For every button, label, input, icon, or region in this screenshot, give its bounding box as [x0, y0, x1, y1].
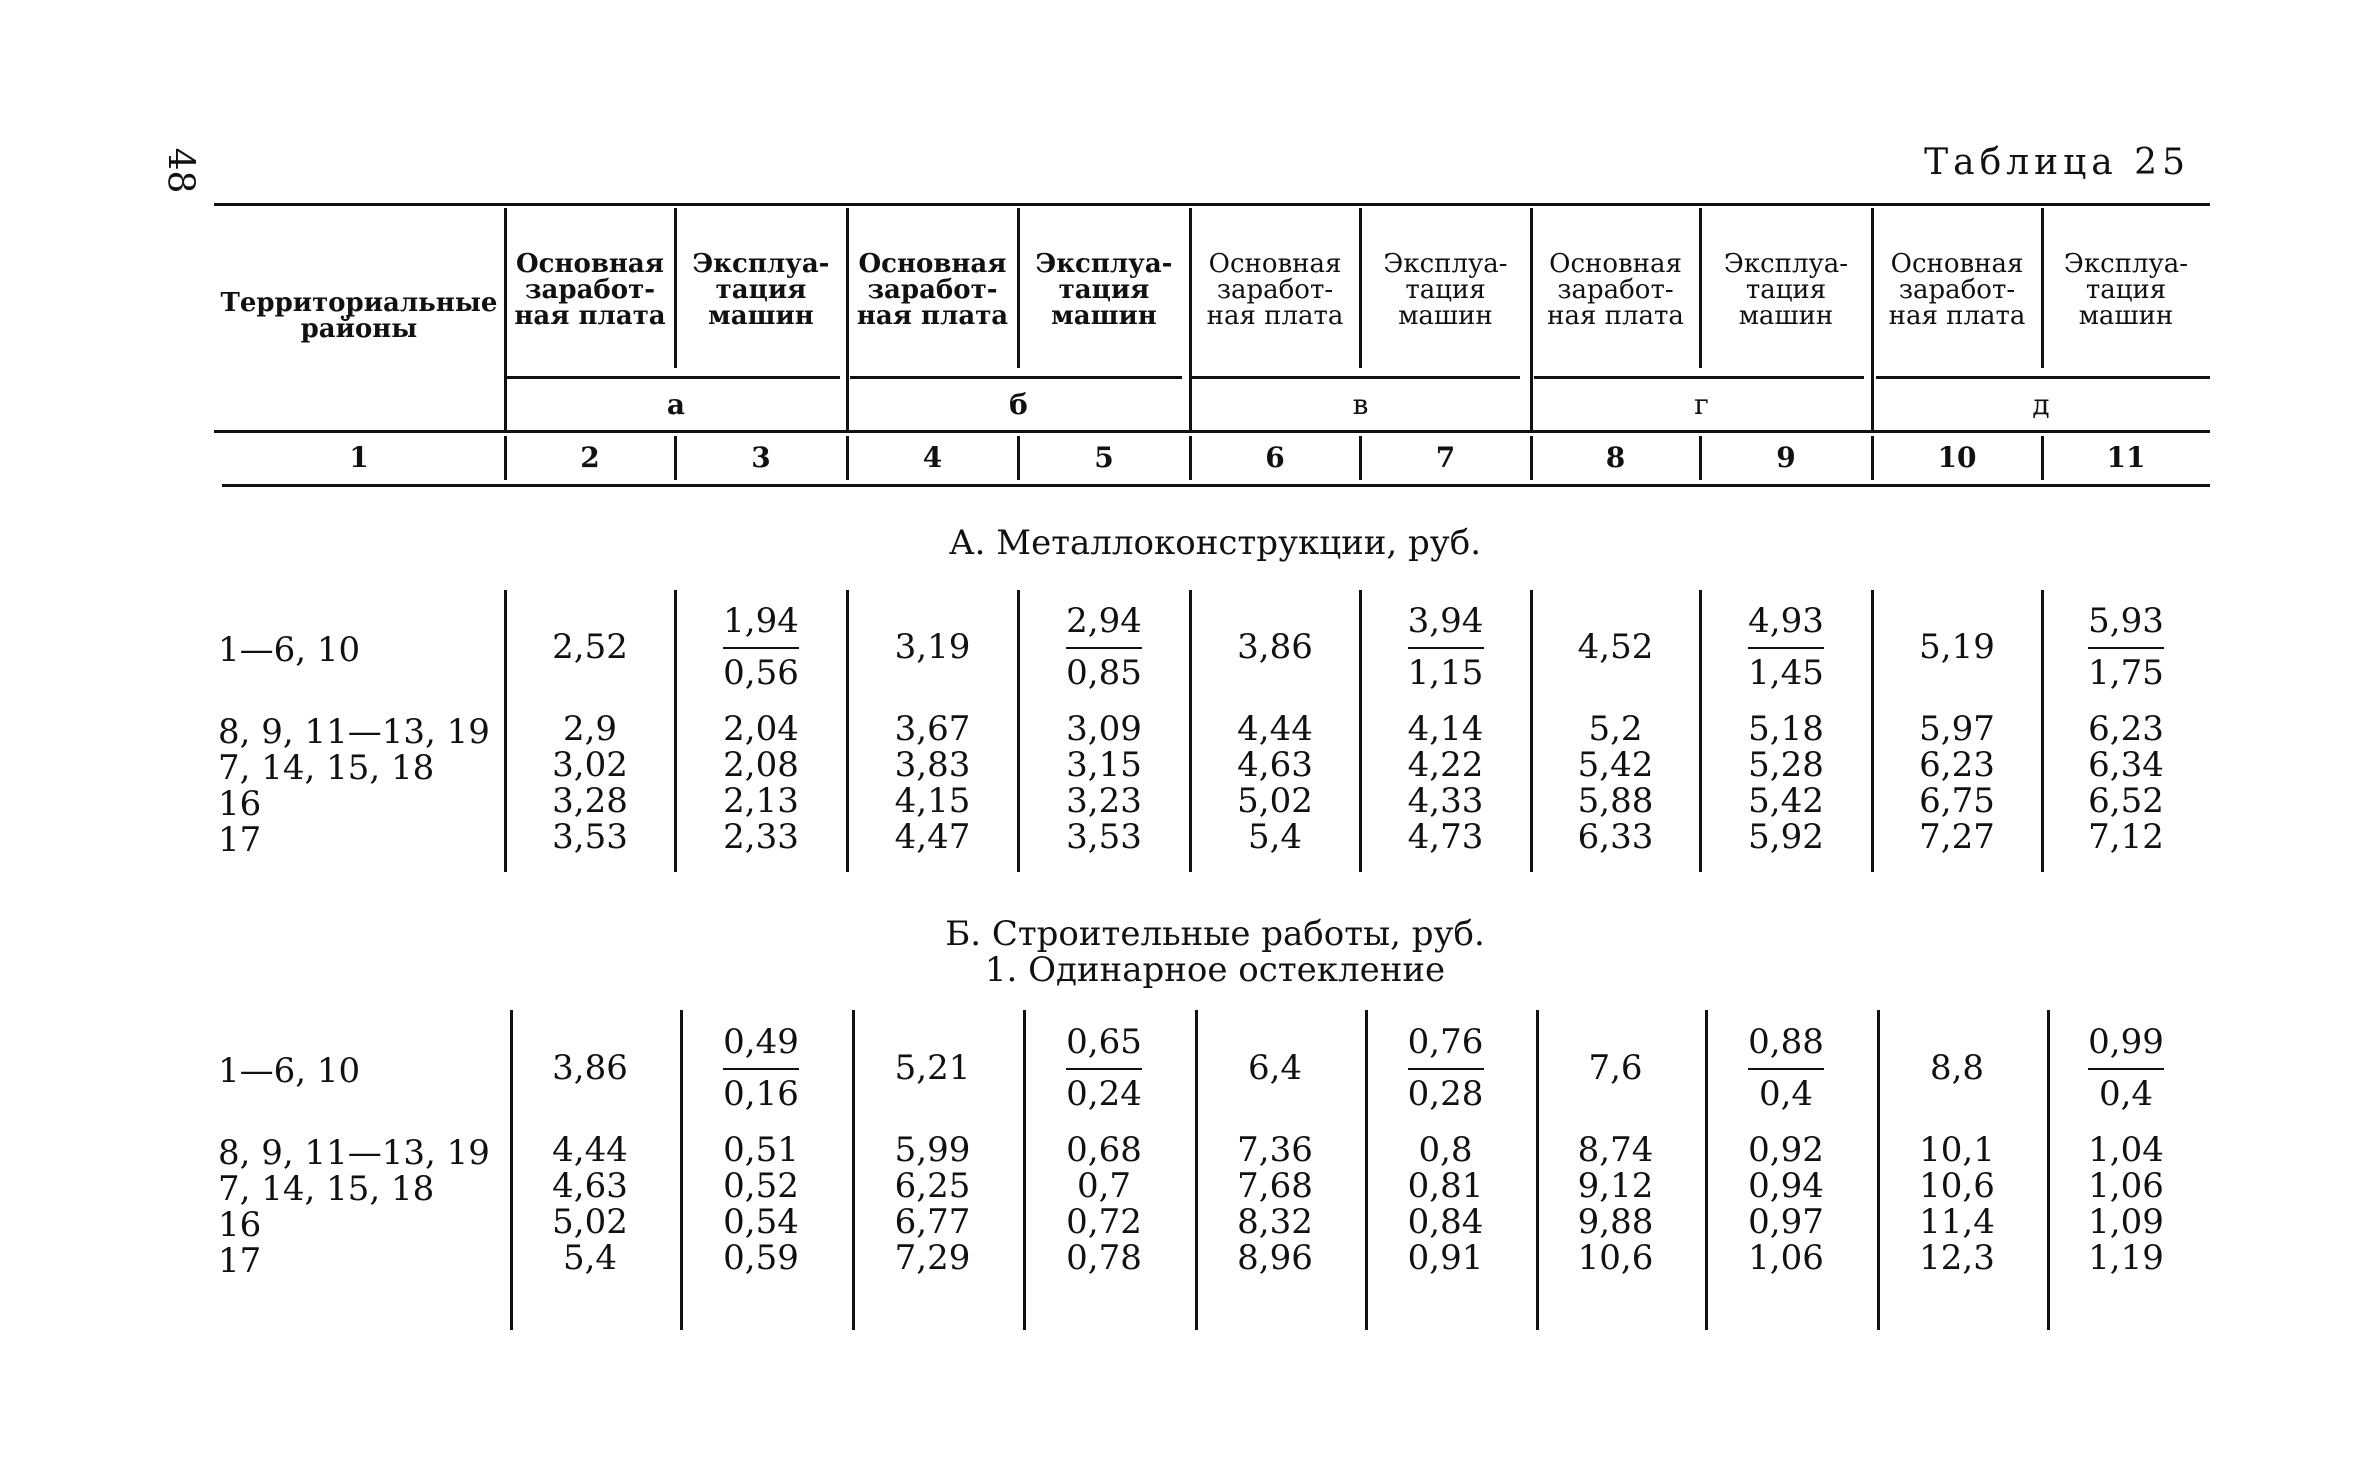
fraction-bar [2088, 1068, 2164, 1070]
table-cell: 9,12 [1577, 1166, 1654, 1206]
fraction-denominator: 0,85 [1066, 653, 1142, 693]
table-cell: 3,09 [1066, 709, 1142, 749]
column-number-5: 5 [1094, 441, 1114, 474]
header-column-label: Основная заработ- ная плата [1888, 249, 2026, 331]
header-column-label: Эксплуа- тация машин [2063, 249, 2189, 331]
table-cell: 0,68 [1066, 1130, 1142, 1170]
table-cell: 1,09 [2088, 1202, 2164, 1242]
row-label: 1—6, 10 [218, 630, 361, 670]
table-cell: 2,13 [723, 781, 799, 821]
column-number-4: 4 [922, 441, 943, 474]
section-subtitle: 1. Одинарное остекление [984, 950, 1446, 990]
fraction-denominator: 0,56 [723, 653, 799, 693]
group-rule [850, 376, 1182, 379]
header-territorial-districts: Территориальные районы [220, 288, 498, 344]
table-cell: 0,59 [723, 1238, 799, 1278]
row-label: 8, 9, 11—13, 19 [218, 1133, 490, 1173]
fraction-denominator: 1,45 [1748, 653, 1824, 693]
fraction-numerator: 5,93 [2088, 601, 2164, 641]
table-cell: 8,32 [1237, 1202, 1313, 1242]
group-label-в: в [1352, 388, 1369, 421]
table-cell: 0,81 [1407, 1166, 1484, 1206]
fraction-denominator: 0,4 [2098, 1074, 2154, 1114]
fraction-denominator: 1,15 [1407, 653, 1484, 693]
table-cell: 3,53 [552, 817, 628, 857]
fraction-denominator: 0,24 [1066, 1074, 1142, 1114]
page-number: 48 [159, 147, 201, 194]
header-column-6 [1190, 215, 1360, 365]
group-rule [506, 376, 840, 379]
table-cell: 12,3 [1919, 1238, 1995, 1278]
table-cell: 7,6 [1588, 1048, 1643, 1088]
table-cell: 5,99 [894, 1130, 971, 1170]
column-number-9: 9 [1776, 441, 1796, 474]
table-cell: 9,88 [1577, 1202, 1654, 1242]
header-column-label: Основная заработ- ная плата [1206, 249, 1344, 331]
table-cell: 0,54 [723, 1202, 799, 1242]
header-column-label: Основная заработ- ная плата [856, 249, 1009, 331]
column-rule [504, 590, 507, 872]
table-cell: 5,97 [1919, 709, 1995, 749]
table-cell: 3,28 [552, 781, 628, 821]
fraction-bar [1748, 647, 1824, 649]
row-label: 1—6, 10 [218, 1051, 361, 1091]
table-cell: 11,4 [1919, 1202, 1995, 1242]
table-cell: 2,08 [723, 745, 799, 785]
column-rule [1699, 590, 1702, 872]
column-rule [1359, 590, 1362, 872]
header-column-8 [1531, 215, 1700, 365]
table-cell: 4,63 [1237, 745, 1313, 785]
header-bottom-rule [222, 484, 2210, 487]
fraction-numerator: 0,65 [1066, 1022, 1142, 1062]
table-cell: 4,52 [1577, 627, 1654, 667]
header-column-label: Основная заработ- ная плата [1547, 249, 1684, 331]
table-cell: 3,23 [1066, 781, 1142, 821]
row-label: 17 [218, 1241, 262, 1281]
table-cell: 2,04 [723, 709, 799, 749]
table-cell: 1,04 [2088, 1130, 2164, 1170]
fraction-bar [1748, 1068, 1824, 1070]
column-rule [2041, 590, 2044, 872]
group-label-а: а [666, 388, 686, 421]
header-column-label: Эксплуа- тация машин [1383, 249, 1508, 331]
group-rule [1534, 376, 1864, 379]
table-cell: 3,02 [552, 745, 628, 785]
fraction-numerator: 0,99 [2088, 1022, 2164, 1062]
table-cell: 4,44 [1237, 709, 1313, 749]
table-cell: 0,94 [1748, 1166, 1824, 1206]
table-cell: 5,21 [894, 1048, 971, 1088]
column-rule [1530, 590, 1533, 872]
header-divider [1017, 208, 1020, 368]
header-column-3 [675, 215, 847, 365]
header-column-5 [1018, 215, 1190, 365]
group-rule [1192, 376, 1520, 379]
column-number-11: 11 [2106, 441, 2146, 474]
column-number-6: 6 [1265, 441, 1285, 474]
header-column-11 [2042, 215, 2210, 365]
fraction-numerator: 4,93 [1748, 601, 1824, 641]
table-cell: 10,6 [1919, 1166, 1995, 1206]
header-column-label: Эксплуа- тация машин [1723, 249, 1849, 331]
fraction-denominator: 0,4 [1758, 1074, 1814, 1114]
section-title: Б. Строительные работы, руб. [945, 914, 1485, 954]
column-number-1: 1 [349, 441, 369, 474]
table-cell: 6,34 [2088, 745, 2164, 785]
header-number-top-rule [214, 430, 2210, 433]
table-cell: 2,52 [552, 627, 628, 667]
table-cell: 6,77 [894, 1202, 971, 1242]
fraction-numerator: 0,76 [1407, 1022, 1484, 1062]
fraction-numerator: 2,94 [1066, 601, 1142, 641]
table-cell: 0,91 [1407, 1238, 1484, 1278]
table-cell: 0,7 [1076, 1166, 1132, 1206]
table-cell: 6,75 [1919, 781, 1995, 821]
header-divider [2041, 208, 2044, 368]
row-label: 7, 14, 15, 18 [218, 1169, 435, 1209]
table-cell: 3,86 [552, 1048, 628, 1088]
table-cell: 5,2 [1588, 709, 1643, 749]
table-cell: 3,86 [1237, 627, 1313, 667]
table-cell: 2,33 [723, 817, 799, 857]
column-rule [846, 590, 849, 872]
table-cell: 5,4 [562, 1238, 618, 1278]
table-cell: 4,73 [1407, 817, 1484, 857]
table-title: Таблица 25 [1924, 142, 2190, 183]
fraction-bar [723, 1068, 799, 1070]
header-column-2 [505, 215, 675, 365]
table-cell: 3,15 [1066, 745, 1142, 785]
fraction-numerator: 3,94 [1407, 601, 1484, 641]
fraction-bar [1408, 647, 1484, 649]
fraction-bar [2088, 647, 2164, 649]
column-number-8: 8 [1605, 441, 1626, 474]
fraction-numerator: 1,94 [723, 601, 799, 641]
header-column-label: Эксплуа- тация машин [692, 249, 830, 331]
table-cell: 4,63 [552, 1166, 628, 1206]
table-cell: 0,97 [1748, 1202, 1824, 1242]
table-cell: 5,28 [1748, 745, 1824, 785]
column-number-3: 3 [751, 441, 771, 474]
header-top-rule [214, 203, 2210, 206]
header-divider [1699, 208, 1702, 368]
table-cell: 5,18 [1748, 709, 1824, 749]
section-title: А. Металлоконструкции, руб. [948, 523, 1482, 563]
table-cell: 0,8 [1418, 1130, 1473, 1170]
table-cell: 4,33 [1407, 781, 1484, 821]
table-cell: 8,96 [1237, 1238, 1313, 1278]
group-label-г: г [1694, 388, 1709, 421]
table-cell: 5,4 [1247, 817, 1303, 857]
table-cell: 0,52 [723, 1166, 799, 1206]
fraction-denominator: 0,28 [1407, 1074, 1484, 1114]
table-cell: 6,25 [894, 1166, 971, 1206]
table-cell: 4,22 [1407, 745, 1484, 785]
table-cell: 6,23 [2088, 709, 2164, 749]
header-column-label: Основная заработ- ная плата [514, 249, 666, 331]
group-label-д: д [2032, 388, 2050, 421]
column-rule [674, 590, 677, 872]
column-rule [1017, 590, 1020, 872]
row-label: 16 [218, 784, 262, 824]
table-cell: 5,42 [1577, 745, 1654, 785]
table-cell: 0,51 [723, 1130, 799, 1170]
header-column-label: Эксплуа- тация машин [1035, 249, 1173, 331]
table-cell: 10,6 [1577, 1238, 1654, 1278]
table-cell: 7,68 [1237, 1166, 1313, 1206]
fraction-bar [1408, 1068, 1484, 1070]
table-cell: 5,02 [552, 1202, 628, 1242]
group-label-б: б [1009, 388, 1028, 421]
column-number-7: 7 [1435, 441, 1456, 474]
fraction-bar [1066, 1068, 1142, 1070]
fraction-numerator: 0,88 [1748, 1022, 1824, 1062]
table-cell: 0,72 [1066, 1202, 1142, 1242]
table-cell: 5,92 [1748, 817, 1824, 857]
table-cell: 3,83 [894, 745, 971, 785]
table-cell: 6,33 [1577, 817, 1654, 857]
fraction-denominator: 1,75 [2088, 653, 2164, 693]
table-cell: 8,8 [1929, 1048, 1985, 1088]
table-cell: 0,84 [1407, 1202, 1484, 1242]
row-label: 7, 14, 15, 18 [218, 748, 435, 788]
table-cell: 3,67 [894, 709, 971, 749]
table-cell: 4,47 [894, 817, 971, 857]
column-rule [1189, 590, 1192, 872]
table-cell: 2,9 [562, 709, 618, 749]
table-cell: 6,52 [2088, 781, 2164, 821]
table-cell: 4,15 [894, 781, 971, 821]
header-divider [674, 208, 677, 368]
table-cell: 6,23 [1919, 745, 1995, 785]
column-rule [1871, 590, 1874, 872]
table-cell: 5,19 [1919, 627, 1995, 667]
table-cell: 1,06 [1748, 1238, 1824, 1278]
header-divider [1359, 208, 1362, 368]
header-column-4 [847, 215, 1018, 365]
table-cell: 5,42 [1748, 781, 1824, 821]
table-cell: 4,14 [1407, 709, 1484, 749]
table-cell: 7,27 [1919, 817, 1995, 857]
row-label: 16 [218, 1205, 262, 1245]
table-cell: 4,44 [552, 1130, 628, 1170]
header-column-9 [1700, 215, 1872, 365]
table-cell: 1,06 [2088, 1166, 2164, 1206]
header-column-7 [1360, 215, 1531, 365]
table-cell: 3,19 [894, 627, 971, 667]
header-column-10 [1872, 215, 2042, 365]
table-cell: 0,78 [1066, 1238, 1142, 1278]
table-cell: 7,12 [2088, 817, 2164, 857]
table-cell: 1,19 [2088, 1238, 2164, 1278]
row-label: 8, 9, 11—13, 19 [218, 712, 490, 752]
fraction-bar [723, 647, 799, 649]
column-number-2: 2 [580, 441, 600, 474]
fraction-numerator: 0,49 [723, 1022, 799, 1062]
table-cell: 5,02 [1237, 781, 1313, 821]
fraction-denominator: 0,16 [723, 1074, 799, 1114]
row-label: 17 [218, 820, 262, 860]
fraction-bar [1066, 647, 1142, 649]
table-cell: 10,1 [1919, 1130, 1995, 1170]
table-cell: 7,29 [894, 1238, 971, 1278]
table-cell: 8,74 [1577, 1130, 1654, 1170]
table-cell: 5,88 [1577, 781, 1654, 821]
table-cell: 6,4 [1247, 1048, 1303, 1088]
table-cell: 7,36 [1237, 1130, 1313, 1170]
column-number-10: 10 [1937, 441, 1977, 474]
table-cell: 3,53 [1066, 817, 1142, 857]
table-cell: 0,92 [1748, 1130, 1824, 1170]
group-rule [1876, 376, 2210, 379]
